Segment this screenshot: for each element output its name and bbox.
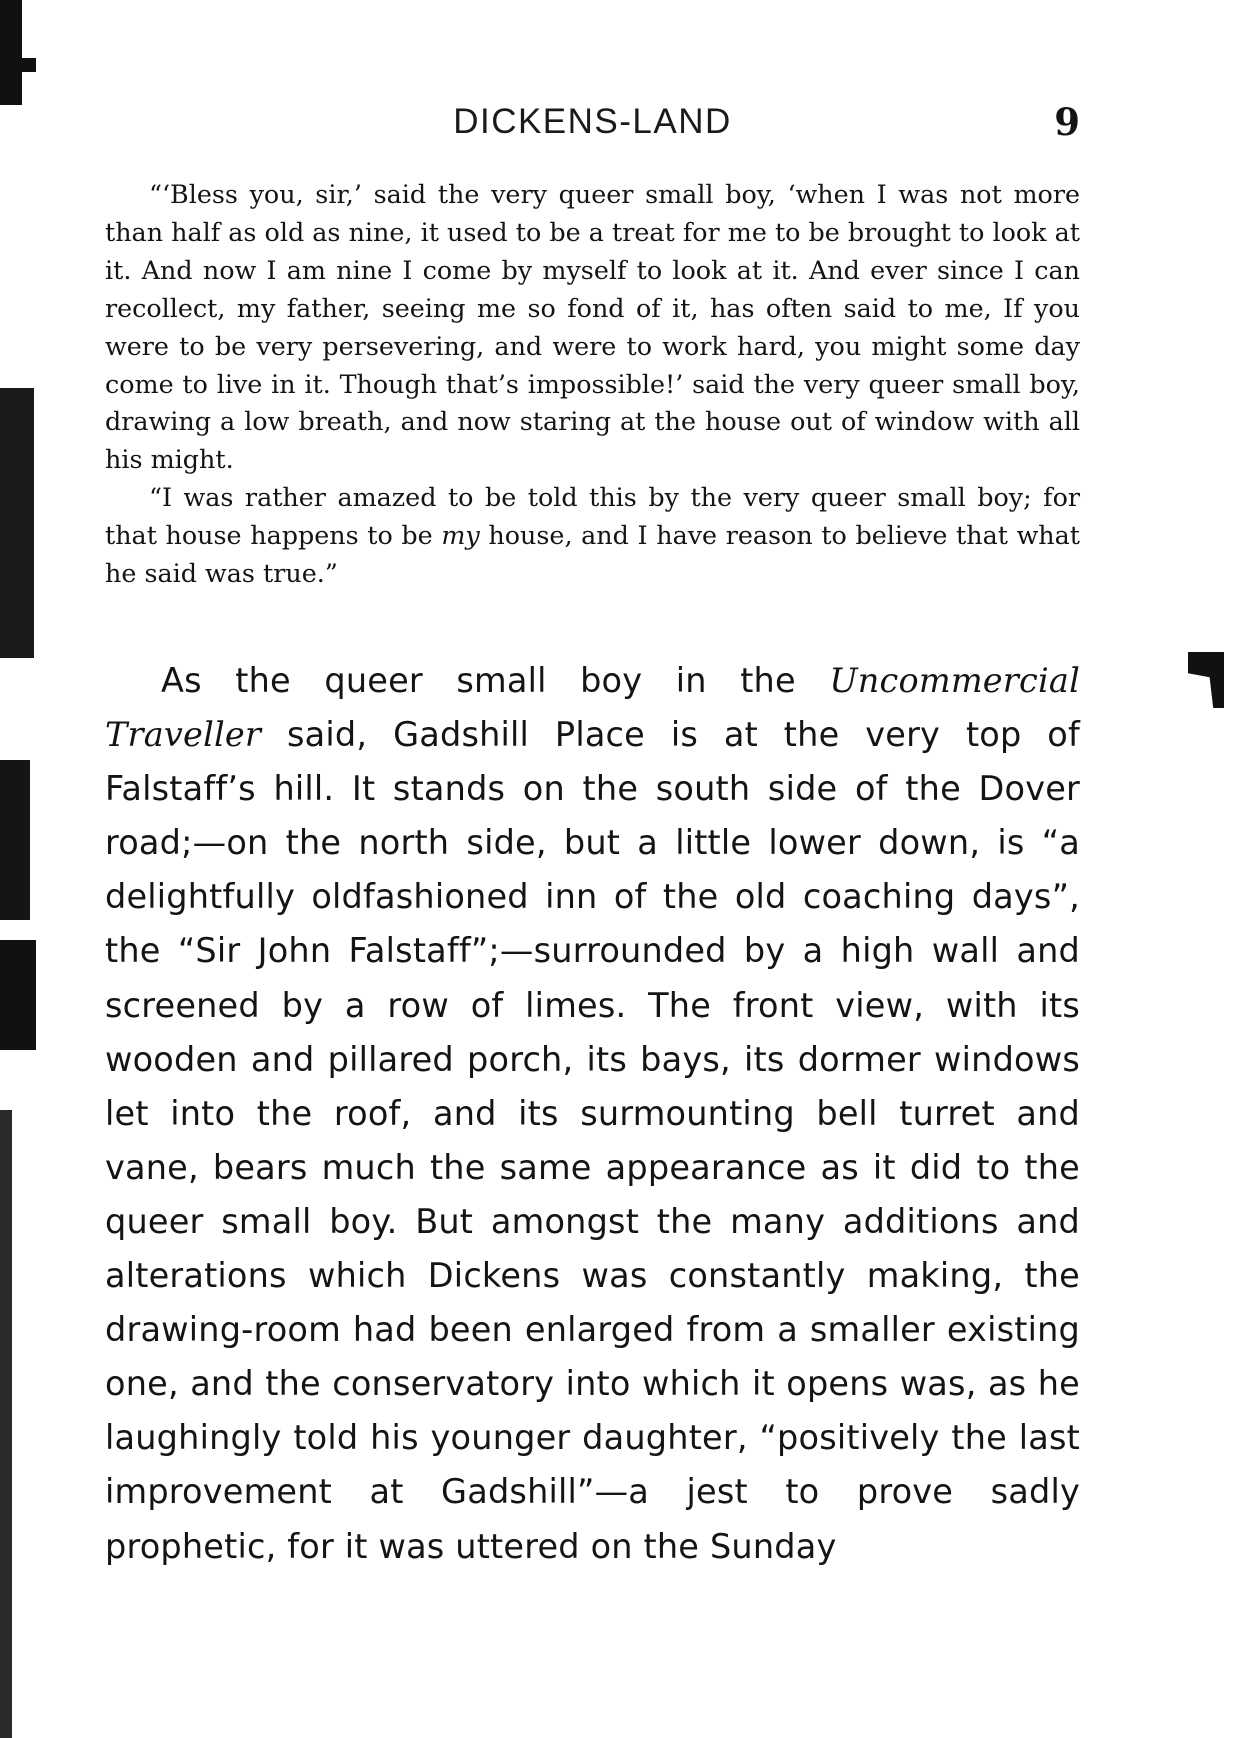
scan-edge-mark bbox=[1188, 652, 1224, 708]
quote-text: “I was rather amazed to be told this by the very queer small boy; for that house happens to be bbox=[105, 482, 1080, 551]
quoted-passage bbox=[105, 176, 1080, 593]
page-number: 9 bbox=[1054, 100, 1080, 144]
quote-paragraph: “‘Bless you, sir,’ said the very queer small boy, ‘when I was not more than half as old as nine, it used to be a treat for me to be brought to look at it. And now I am nine I come by myself to look at it. And ever since I can recollect, my father, seeing me so fond of it, has often said to me, If you were to be very persevering, and were to work hard, you might some day come to live in it. Though that’s impossible!’ said the very queer small boy, drawing a low breath, and now staring at the house out of window with all his might. bbox=[105, 179, 1080, 475]
binding-shadow bbox=[0, 388, 34, 658]
body-text-run: As the queer small boy in the bbox=[161, 661, 830, 700]
quote-text: house, and I have reason to believe that what he said was true.” bbox=[105, 520, 1081, 589]
binding-shadow bbox=[0, 1110, 12, 1738]
emphasis: my bbox=[441, 520, 480, 551]
body-text-run: said, Gadshill Place is at the very top of Falstaff’s hill. It stands on the south side of the Dover road;—on the north side, but a little lower down, is “a delightfully oldfashioned inn of the old coaching days”, the “Sir John Falstaff”;—surrounded by a high wall and screened by a row of limes. The front view, with its wooden and pillared porch, its bays, its dormer windows let into the roof, and its surmounting bell turret and vane, bears much the same appearance as it did to the queer small boy. But amongst the many additions and alterations which Dickens was constantly making, the drawing-room had been enlarged from a smaller existing one, and the conservatory into which it opens was, as he laughingly told his younger daughter, “positively the last improvement at Gadshill”—a jest to prove sadly prophetic, for it was uttered on the Sunday bbox=[105, 715, 1080, 1566]
running-head: DICKENS-LAND bbox=[453, 102, 732, 141]
book-title: Uncommercial Traveller bbox=[105, 661, 1080, 755]
binding-shadow bbox=[22, 58, 36, 72]
binding-shadow bbox=[0, 760, 30, 920]
binding-shadow bbox=[0, 0, 22, 105]
page-header bbox=[105, 100, 1080, 144]
body-text bbox=[105, 654, 1080, 1574]
binding-shadow bbox=[0, 940, 36, 1050]
body-paragraph bbox=[105, 654, 1080, 1574]
quote-paragraph bbox=[105, 479, 1080, 593]
